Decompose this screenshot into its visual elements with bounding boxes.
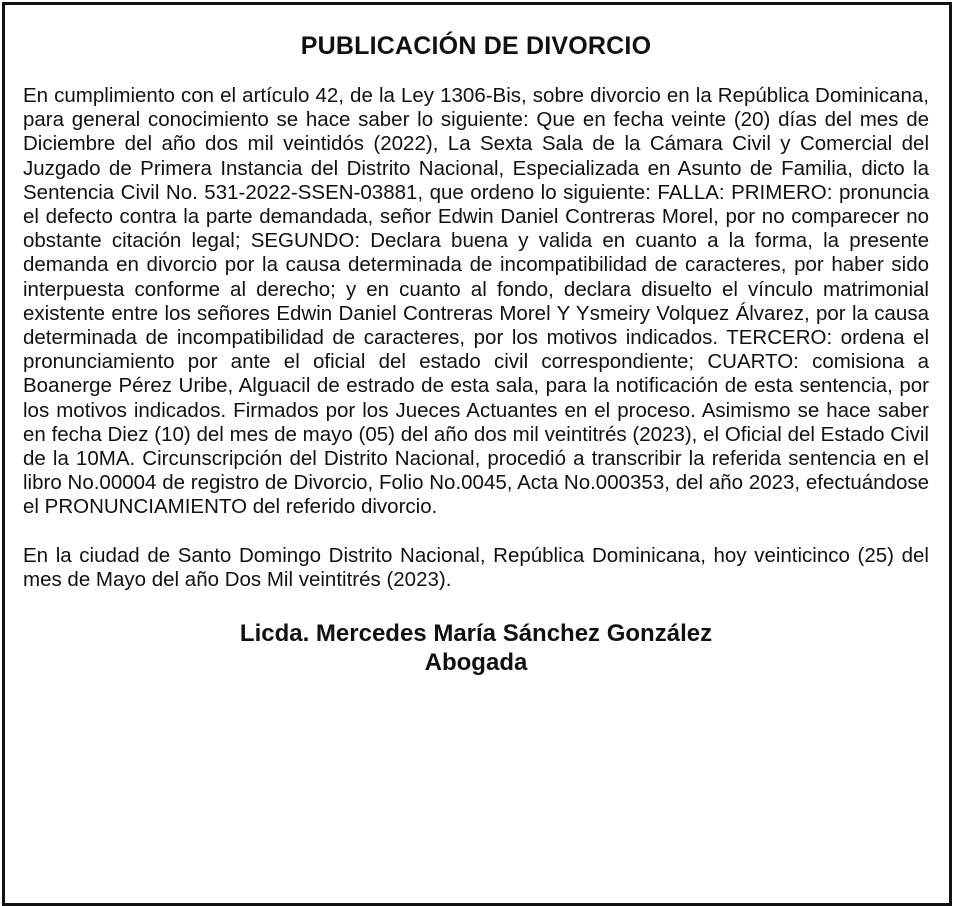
notice-frame <box>2 2 952 906</box>
notice-closing-paragraph: En la ciudad de Santo Domingo Distrito Nacional, República Dominicana, hoy veinticinco (25) del mes de Mayo del año Dos Mil veintitrés (2023). <box>23 543 929 591</box>
signature-name: Licda. Mercedes María Sánchez González <box>239 620 713 648</box>
signature-block <box>23 619 929 677</box>
notice-title: PUBLICACIÓN DE DIVORCIO <box>300 32 652 60</box>
notice-content <box>23 5 929 677</box>
signature-role: Abogada <box>424 649 528 677</box>
notice-body-paragraph: En cumplimiento con el artículo 42, de la Ley 1306-Bis, sobre divorcio en la República Dominicana, para general conocimiento se hace saber lo siguiente: Que en fecha veinte (20) días del mes de Diciembre del año dos mil veintidós (2022), La Sexta Sala de la Cámara Civil y Comercial del Juzgado de Primera Instancia del Distrito Nacional, Especializada en Asunto de Familia, dicto la Sentencia Civil No. 531-2022-SSEN-03881, que ordeno lo siguiente: FALLA: PRIMERO: pronuncia el defecto contra la parte demandada, señor Edwin Daniel Contreras Morel, por no comparecer no obstante citación legal; SEGUNDO: Declara buena y valida en cuanto a la forma, la presente demanda en divorcio por la causa determinada de incompatibilidad de caracteres, por haber sido interpuesta conforme al derecho; y en cuanto al fondo, declara disuelto el vínculo matrimonial existente entre los señores Edwin Daniel Contreras Morel Y Ysmeiry Volquez Álvarez, por la causa determinada de incompatibilidad de caracteres, por los motivos indicados. TERCERO: ordena el pronunciamiento por ante el oficial del estado civil correspondiente; CUARTO: comisiona a Boanerge Pérez Uribe, Alguacil de estrado de esta sala, para la notificación de esta sentencia, por los motivos indicados. Firmados por los Jueces Actuantes en el proceso. Asimismo se hace saber en fecha Diez (10) del mes de mayo (05) del año dos mil veintitrés (2023), el Oficial del Estado Civil de la 10MA. Circunscripción del Distrito Nacional, procedió a transcribir la referida sentencia en el libro No.00004 de registro de Divorcio, Folio No.0045, Acta No.000353, del año 2023, efectuándose el PRONUNCIAMIENTO del referido divorcio. <box>23 84 929 519</box>
